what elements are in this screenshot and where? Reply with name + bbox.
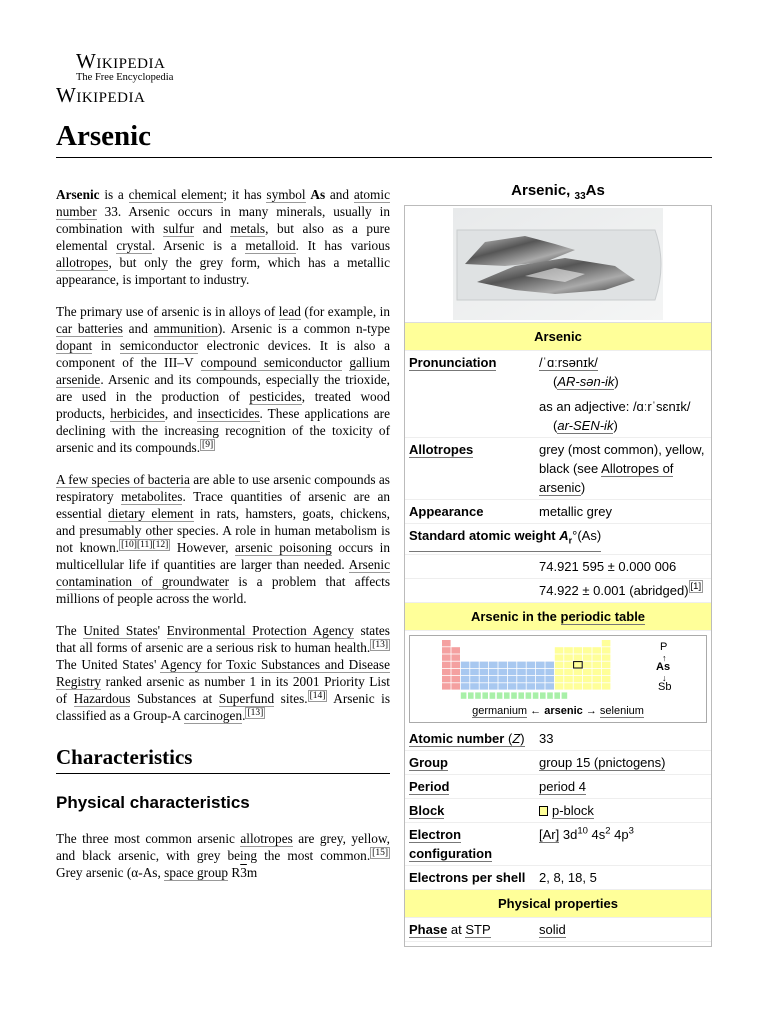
pt-cell <box>480 683 489 689</box>
article-link[interactable]: lead <box>278 304 301 319</box>
pt-cell <box>480 668 489 674</box>
row-allotropes: Allotropes grey (most common), yellow, black (see Allotropes of arsenic) <box>405 438 711 500</box>
pt-cell <box>498 661 507 667</box>
pt-cell <box>461 668 470 674</box>
pt-cell-f-block <box>461 692 467 698</box>
text-run: and <box>325 187 354 202</box>
logo-wordmark: Wikipedia <box>76 49 166 73</box>
text-run: occurs in multicellular life if quantities are larger than needed. <box>56 540 390 572</box>
text-run: ). Arsenic is a common n-type <box>217 321 390 336</box>
pt-cell <box>498 676 507 682</box>
pt-cell <box>602 647 611 653</box>
pt-cell <box>489 683 498 689</box>
row-standard-atomic-weight <box>405 524 711 555</box>
row-block <box>405 799 711 823</box>
pt-cell <box>574 647 583 653</box>
pt-cell <box>555 647 564 653</box>
text-run: , treated wood products, <box>56 389 390 421</box>
text-run: . Trace quantities of arsenic are an essential <box>56 489 390 521</box>
article-link[interactable]: metals <box>230 221 266 236</box>
citation[interactable]: [14] <box>309 690 326 701</box>
standard-atomic-weight-link[interactable]: Standard atomic weight $A_r^\circ(As)$ <box>409 526 601 552</box>
paragraph-uses <box>56 303 390 456</box>
pt-cell-f-block <box>526 692 532 698</box>
pt-cell <box>442 640 451 646</box>
article-link[interactable]: United States <box>83 623 158 638</box>
pt-cell <box>545 676 554 682</box>
pt-cell <box>583 661 592 667</box>
pt-cell-f-block <box>562 692 568 698</box>
argon-link[interactable]: [Ar] <box>539 826 560 842</box>
paragraph-health <box>56 622 390 724</box>
text-run: and <box>122 321 154 336</box>
text-run: ' <box>157 623 167 638</box>
pt-cell-f-block <box>547 692 553 698</box>
row-phase: Phase at STP solid <box>405 918 711 942</box>
pt-cell <box>583 683 592 689</box>
text-run: ; it has <box>223 187 267 202</box>
pt-cell <box>442 676 451 682</box>
pt-cell-f-block <box>518 692 524 698</box>
pt-cell <box>602 661 611 667</box>
pt-cell <box>545 683 554 689</box>
pt-arrow-up: ↑ <box>662 652 667 663</box>
text-run: The three most common arsenic <box>56 831 241 846</box>
respelling-adj-link[interactable]: ar-SEN-ik <box>557 418 614 433</box>
pt-cell <box>451 676 460 682</box>
pt-cell <box>574 668 583 674</box>
pt-cell <box>461 661 470 667</box>
text-run: , and <box>164 406 198 421</box>
pt-cell <box>583 668 592 674</box>
saw-value-abridged: 74.922 ± 0.001 (abridged) [1] <box>405 579 711 603</box>
pt-cell <box>517 668 526 674</box>
article-body <box>56 186 390 896</box>
text-run: is a problem that affects millions of people across the world. <box>56 574 390 606</box>
article-link[interactable]: sulfur <box>163 221 195 236</box>
pt-cell <box>442 683 451 689</box>
pt-cell <box>564 676 573 682</box>
pt-cell <box>451 661 460 667</box>
pt-cell <box>574 654 583 660</box>
pt-cell <box>602 683 611 689</box>
pt-cell <box>470 661 479 667</box>
page-title: Arsenic <box>56 116 712 158</box>
pronunciation-adjective: as an adjective: /ɑːrˈsɛnɪk/ <box>539 399 691 414</box>
pt-cell <box>442 668 451 674</box>
pt-cell <box>574 676 583 682</box>
text-run: Arsenic is classified as a Group-A <box>56 691 391 723</box>
paragraph-allotropes <box>56 830 390 881</box>
article-link[interactable]: space group <box>164 865 229 880</box>
pt-cell <box>451 654 460 660</box>
phase-link[interactable]: Phase <box>409 921 448 937</box>
logo-tagline: The Free Encyclopedia <box>76 72 174 83</box>
article-link[interactable]: allotropes <box>56 255 109 270</box>
text-run: are grey, yellow, and black arsenic, with grey being the most common. <box>56 831 390 863</box>
row-period <box>405 775 711 799</box>
saw-value-precise: 74.921 595 ± 0.000 006 <box>405 555 711 579</box>
pt-cell-f-block <box>490 692 496 698</box>
pt-cell <box>527 683 536 689</box>
text-run: The United States' <box>56 657 161 672</box>
pt-cell <box>508 668 517 674</box>
infobox-title: Arsenic, $_{33}$As <box>511 182 605 202</box>
text-run: (for example, in <box>300 304 390 319</box>
pronunciation-link[interactable]: Pronunciation <box>409 355 497 370</box>
pt-cell <box>592 668 601 674</box>
text-run: However, <box>170 540 236 555</box>
article-link[interactable]: dopant <box>56 338 93 353</box>
text-run: , but only the grey form, which has a metallic appearance, is important to industry. <box>56 255 390 287</box>
pt-cell <box>564 647 573 653</box>
row-pronunciation: Pronunciation /ˈɑːrsənɪk/ (AR-sən-ik) as an adjective: /ɑːrˈsɛnɪk/ (ar-SEN-ik) <box>405 351 711 438</box>
text-run: R <box>228 865 241 880</box>
article-link[interactable]: carcinogen <box>183 708 243 723</box>
article-link[interactable]: A few species of bacteria <box>56 472 190 487</box>
solid-link[interactable]: solid <box>539 921 566 937</box>
pt-cell <box>461 683 470 689</box>
period-link[interactable]: Period <box>409 778 450 794</box>
article-link[interactable]: metalloid <box>245 238 296 253</box>
pt-cell <box>489 668 498 674</box>
respelling-link[interactable]: AR-sən-ik <box>557 374 615 389</box>
group-link[interactable]: Group <box>409 754 448 770</box>
text-run: and <box>194 221 231 236</box>
pt-cell <box>508 676 517 682</box>
bold-text: As <box>310 187 326 202</box>
pt-cell <box>555 683 564 689</box>
article-link[interactable]: semiconductor <box>119 338 199 353</box>
pt-cell <box>480 661 489 667</box>
ipa-link[interactable]: /ˈɑːrsənɪk/ <box>539 355 598 370</box>
text-run: Grey arsenic (α-As, <box>56 865 165 880</box>
stp-link[interactable]: STP <box>465 921 491 937</box>
pt-cell-f-block <box>504 692 510 698</box>
text-run: The primary use of arsenic is in alloys of <box>56 304 279 319</box>
article-link[interactable]: dietary element <box>108 506 194 521</box>
article-link[interactable]: Arsenic contamination of groundwater <box>56 557 390 589</box>
text-run: electronic devices. It is also a component of the III–V <box>56 338 390 370</box>
article-link[interactable]: Environmental Protection Agency <box>166 623 354 638</box>
pt-cell <box>555 668 564 674</box>
arsenic-photo <box>405 206 711 322</box>
pt-cell <box>536 668 545 674</box>
periodic-table-link[interactable]: periodic table <box>560 608 646 624</box>
pt-cell <box>470 668 479 674</box>
selenium-link[interactable]: selenium <box>599 704 644 717</box>
pt-cell <box>592 647 601 653</box>
pt-cell-f-block <box>540 692 546 698</box>
pt-cell <box>592 676 601 682</box>
pt-cell <box>536 661 545 667</box>
group-15-link[interactable]: group 15 (pnictogens) <box>539 754 666 770</box>
pt-cell <box>442 647 451 653</box>
infobox <box>404 205 712 947</box>
text-run: . Arsenic is a <box>151 238 246 253</box>
atomic-number-link[interactable]: Atomic number (Z) <box>409 730 525 746</box>
text-run: Substances at <box>130 691 219 706</box>
pt-cell <box>517 676 526 682</box>
pt-cell <box>451 647 460 653</box>
overline-digit: 3 <box>240 865 247 880</box>
paragraph-biology <box>56 471 390 607</box>
article-link[interactable]: chemical element <box>128 187 224 202</box>
text-run: The <box>56 623 84 638</box>
text-run: . <box>242 708 246 723</box>
text-run: . These applications are declining with the increasing recognition of the toxicity of arsenic and its compounds. <box>56 406 390 455</box>
row-atomic-number: Atomic number (Z) 33 <box>405 727 711 751</box>
pt-arrow-down: ↓ <box>662 672 667 683</box>
pt-cell <box>527 676 536 682</box>
article-link[interactable]: Agency for Toxic Substances and Disease Registry <box>56 657 390 689</box>
row-group <box>405 751 711 775</box>
row-electrons-per-shell: Electrons per shell 2, 8, 18, 5 <box>405 866 711 890</box>
electron-configuration-link[interactable]: Electron configuration <box>409 826 493 861</box>
pt-cell-f-block <box>511 692 517 698</box>
article-link[interactable]: metabolites <box>121 489 183 504</box>
pt-cell-f-block <box>533 692 539 698</box>
pt-below-element[interactable]: Sb <box>658 680 672 693</box>
pt-cell <box>564 668 573 674</box>
pt-cell <box>574 683 583 689</box>
pt-cell <box>545 661 554 667</box>
text-run: are able to use arsenic compounds as respiratory <box>56 472 390 504</box>
pt-cell <box>527 668 536 674</box>
citation[interactable]: [13] <box>372 639 388 650</box>
pt-self-element: As <box>656 660 671 673</box>
germanium-link[interactable]: germanium <box>472 704 528 717</box>
article-link[interactable]: compound semiconductor <box>200 355 343 370</box>
article-link[interactable]: symbol <box>266 187 306 202</box>
article-link[interactable]: herbicides <box>110 406 165 421</box>
pt-cell <box>517 683 526 689</box>
pt-cell <box>583 654 592 660</box>
pt-cell <box>489 661 498 667</box>
article-link[interactable]: pesticides <box>249 389 302 404</box>
pt-cell <box>555 661 564 667</box>
subsection-heading-physical: Physical characteristics <box>56 793 250 812</box>
pt-cell-f-block <box>482 692 488 698</box>
text-run: states that all forms of arsenic are a serious risk to human health. <box>56 623 390 655</box>
pt-cell <box>583 676 592 682</box>
pt-cell <box>564 683 573 689</box>
row-electron-configuration: Electron configuration [Ar] $3d^{10}$ $4s^2$ $4p^3$ <box>405 823 711 866</box>
pt-cell <box>602 654 611 660</box>
text-run: , but also as a pure elemental <box>56 221 390 253</box>
block-color-swatch <box>539 806 548 816</box>
text-run: sites. <box>274 691 308 706</box>
article-link[interactable]: allotropes <box>240 831 293 846</box>
bold-text: Arsenic <box>56 187 100 202</box>
article-link[interactable]: arsenic poisoning <box>235 540 332 555</box>
pt-cell-f-block <box>468 692 474 698</box>
pt-cell-f-block <box>554 692 560 698</box>
text-run: ranked arsenic as number 1 in its 2001 Priority List of <box>56 674 390 706</box>
article-link[interactable]: Superfund <box>218 691 275 706</box>
pt-cell <box>480 676 489 682</box>
infobox-header-periodic-table: Arsenic in the periodic table <box>405 603 711 631</box>
pt-cell <box>517 661 526 667</box>
text-run: is a <box>99 187 129 202</box>
text-run: m <box>246 865 258 880</box>
pt-cell <box>498 668 507 674</box>
block-link[interactable]: Block <box>409 802 445 818</box>
allotropes-of-arsenic-link[interactable]: Allotropes of arsenic <box>539 461 674 495</box>
pt-cell <box>489 676 498 682</box>
article-link[interactable]: gallium arsenide <box>56 355 390 387</box>
citation[interactable]: [10][11][12] <box>121 539 169 550</box>
citation[interactable]: [9] <box>202 439 214 450</box>
row-appearance: Appearance metallic grey <box>405 500 711 524</box>
periodic-table-widget[interactable] <box>409 635 707 723</box>
pt-cell <box>536 683 545 689</box>
section-heading-characteristics: Characteristics <box>56 744 390 774</box>
pt-cell-f-block <box>475 692 481 698</box>
text-run: . It has various <box>295 238 391 253</box>
pt-cell <box>461 676 470 682</box>
allotropes-link[interactable]: Allotropes <box>409 442 474 457</box>
article-link[interactable]: atomic number <box>56 187 390 219</box>
pt-cell <box>451 683 460 689</box>
wikipedia-logo[interactable] <box>56 50 206 106</box>
period-4-link[interactable]: period 4 <box>539 778 586 794</box>
pt-cell <box>602 676 611 682</box>
article-link[interactable]: crystal <box>116 238 152 253</box>
p-block-link[interactable]: p-block <box>552 802 594 818</box>
article-link[interactable]: Hazardous <box>73 691 131 706</box>
text-run: in <box>92 338 120 353</box>
citation[interactable]: [15] <box>372 847 388 858</box>
pt-cell <box>592 683 601 689</box>
article-link[interactable]: ammunition <box>153 321 218 336</box>
pt-cell <box>564 654 573 660</box>
arsenic-sample-image[interactable] <box>405 206 711 323</box>
pt-cell <box>545 668 554 674</box>
pt-cell <box>508 661 517 667</box>
pt-cell <box>527 661 536 667</box>
article-link[interactable]: car batteries <box>56 321 123 336</box>
pt-cell <box>470 683 479 689</box>
pt-cell <box>536 676 545 682</box>
pt-above-element[interactable]: P <box>660 640 668 653</box>
citation[interactable]: [13] <box>247 707 264 718</box>
pt-cell <box>555 654 564 660</box>
pt-cell <box>442 654 451 660</box>
pt-cell <box>602 640 611 646</box>
pt-cell-arsenic <box>574 661 583 667</box>
pt-neighbors: germanium ← arsenic → selenium <box>472 704 644 717</box>
infobox-header-arsenic: Arsenic <box>405 323 711 351</box>
paragraph-intro <box>56 186 390 288</box>
pt-cell <box>592 661 601 667</box>
text-run: 33. Arsenic occurs in many minerals, usually in combination with <box>56 204 390 236</box>
pt-cell <box>451 668 460 674</box>
logo-wordmark-secondary: Wikipedia <box>56 83 146 107</box>
pt-cell <box>564 661 573 667</box>
pt-cell <box>555 676 564 682</box>
pt-cell-f-block <box>497 692 503 698</box>
pt-cell <box>508 683 517 689</box>
pt-cell <box>602 668 611 674</box>
pt-cell <box>442 661 451 667</box>
text-run: in rats, hamsters, goats, chickens, and presumably other species. A role in human metabolism is not known. <box>56 506 390 555</box>
pt-cell <box>470 676 479 682</box>
text-run: . Arsenic and its compounds, especially the trioxide, are used in the production of <box>56 372 390 404</box>
citation-1[interactable]: [1] <box>690 581 702 593</box>
infobox-header-physical: Physical properties <box>405 890 711 918</box>
pt-cell <box>583 647 592 653</box>
article-link[interactable]: insecticides <box>197 406 260 421</box>
pt-cell <box>592 654 601 660</box>
pt-cell <box>498 683 507 689</box>
